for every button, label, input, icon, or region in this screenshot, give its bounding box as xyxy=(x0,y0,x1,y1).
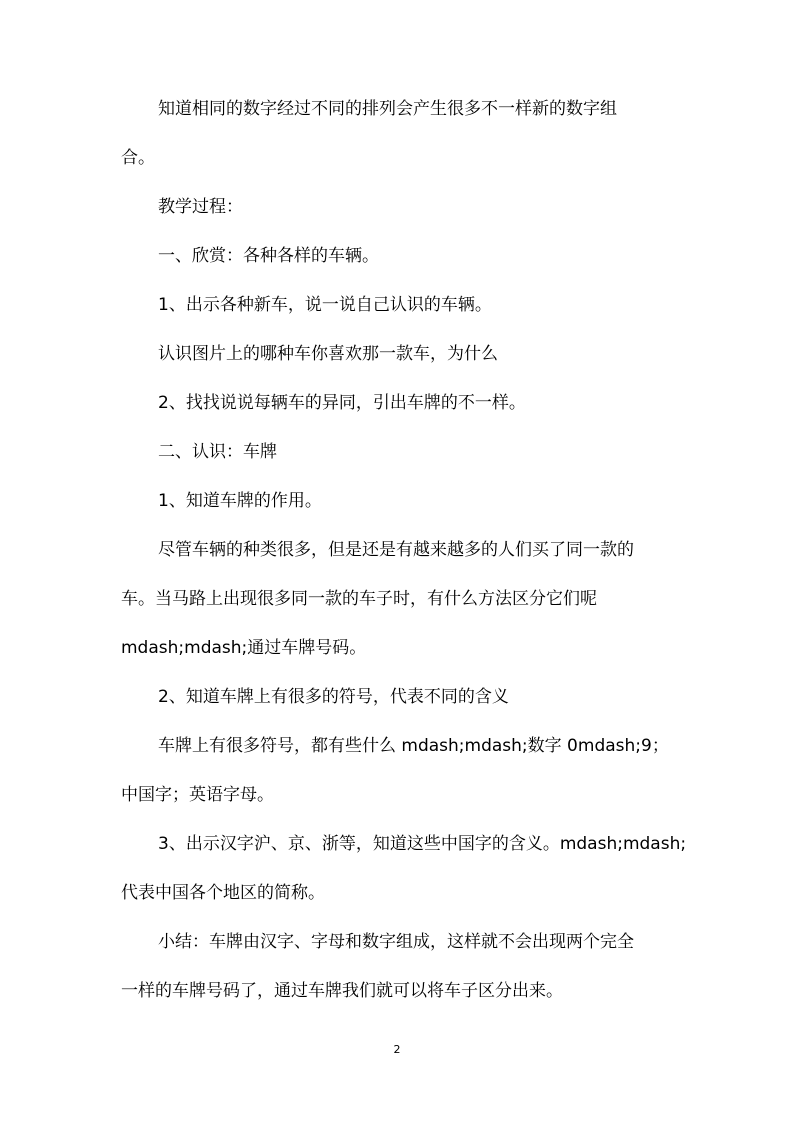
text-line: 代表中国各个地区的简称。 xyxy=(121,883,325,903)
text-line: 认识图片上的哪种车你喜欢那一款车，为什么 xyxy=(158,344,498,364)
text-line: 一样的车牌号码了，通过车牌我们就可以将车子区分出来。 xyxy=(121,981,563,1001)
text-line: mdash;mdash;通过车牌号码。 xyxy=(121,638,367,658)
text-line: 1、知道车牌的作用。 xyxy=(158,491,322,511)
section-heading: 一、欣赏：各种各样的车辆。 xyxy=(158,246,379,266)
text-line: 车牌上有很多符号，都有些什么 mdash;mdash;数字 0mdash;9； xyxy=(158,736,669,756)
text-line: 车。当马路上出现很多同一款的车子时，有什么方法区分它们呢 xyxy=(121,589,597,609)
text-line: 尽管车辆的种类很多，但是还是有越来越多的人们买了同一款的 xyxy=(158,540,634,560)
text-line: 合。 xyxy=(121,148,155,168)
section-heading: 二、认识：车牌 xyxy=(158,442,277,462)
text-line: 3、出示汉字沪、京、浙等，知道这些中国字的含义。mdash;mdash; xyxy=(158,834,687,854)
text-line: 教学过程： xyxy=(158,197,243,217)
text-line: 1、出示各种新车，说一说自己认识的车辆。 xyxy=(158,295,492,315)
text-line: 2、知道车牌上有很多的符号，代表不同的含义 xyxy=(158,687,509,707)
text-line: 2、找找说说每辆车的异同，引出车牌的不一样。 xyxy=(158,393,526,413)
text-line: 小结：车牌由汉字、字母和数字组成，这样就不会出现两个完全 xyxy=(158,932,634,952)
page-number: 2 xyxy=(393,1043,401,1056)
text-line: 知道相同的数字经过不同的排列会产生很多不一样新的数字组 xyxy=(158,99,617,119)
text-line: 中国字；英语字母。 xyxy=(121,785,274,805)
